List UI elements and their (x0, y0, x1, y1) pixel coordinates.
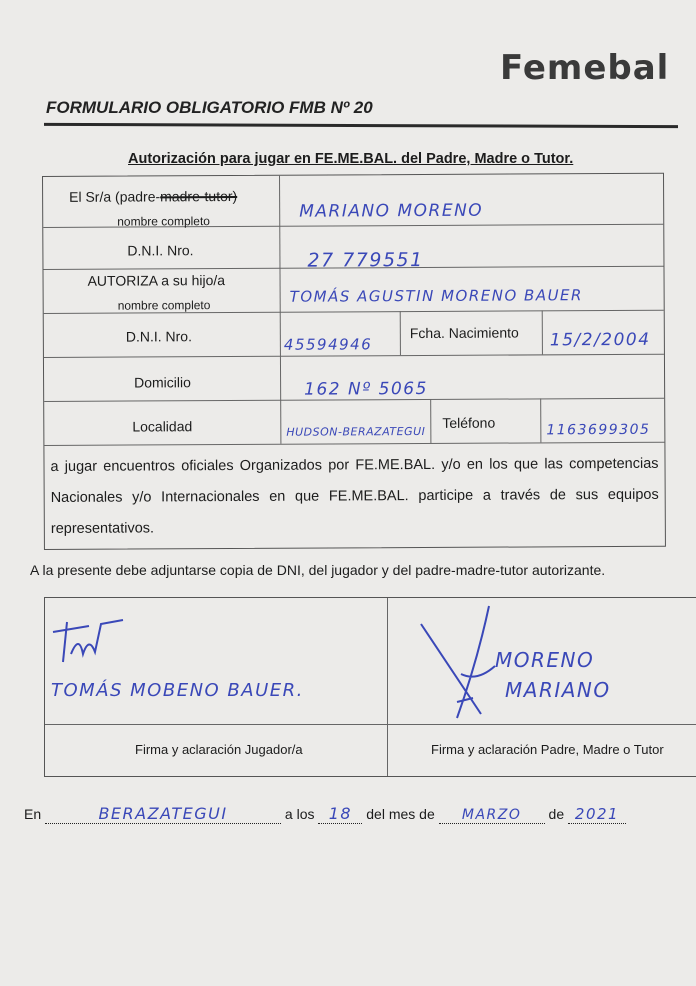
logo-text: Femebal (500, 48, 670, 88)
title-divider (44, 123, 678, 128)
birth-date-label: Fcha. Nacimiento (409, 324, 519, 342)
domicilio-label: Domicilio (134, 374, 191, 391)
parent-dni-value[interactable]: 27 779551 (307, 249, 424, 272)
parent-name-value[interactable]: MARIANO MORENO (299, 200, 484, 222)
a-los-label: a los (284, 806, 315, 822)
child-dni-value[interactable]: 45594946 (283, 335, 373, 354)
player-name-clarification: TOMÁS MOBENO BAUER. (51, 680, 304, 701)
place-value[interactable]: BERAZATEGUI (45, 804, 281, 824)
parent-label (69, 188, 237, 205)
authorization-paragraph: a jugar encuentros oficiales Organizados por FE.ME.BAL. y/o en los que las competencias Nacionales y/o Internacionales en que FE.ME.BAL. participe a través de sus equipos representativos. (50, 455, 659, 537)
column-divider (430, 399, 431, 443)
localidad-label: Localidad (132, 418, 193, 435)
authorization-table (42, 173, 666, 550)
player-signature[interactable] (49, 614, 139, 668)
row-divider (44, 354, 664, 358)
parent-sublabel: nombre completo (117, 214, 210, 229)
de-label: de (548, 806, 565, 822)
row-divider (45, 724, 696, 725)
date-place-line (24, 804, 626, 824)
month-value[interactable]: MARZO (439, 807, 545, 824)
form-subtitle: Autorización para jugar en FE.ME.BAL. del Padre, Madre o Tutor. (128, 151, 574, 167)
parent-label-text: El Sr/a (padre- (69, 188, 161, 205)
parent-label-struck: madre-tutor) (160, 187, 238, 205)
mes-label: del mes de (366, 806, 435, 822)
year-value[interactable]: 2021 (568, 805, 626, 824)
day-value[interactable]: 18 (318, 804, 362, 824)
child-name-value[interactable]: TOMÁS AGUSTIN MORENO BAUER (289, 286, 583, 306)
player-signature-caption: Firma y aclaración Jugador/a (135, 742, 303, 757)
birth-date-value[interactable]: 15/2/2004 (549, 329, 651, 351)
column-divider (387, 598, 388, 776)
femebal-logo (500, 48, 672, 88)
child-sublabel: nombre completo (117, 298, 211, 313)
autoriza-label: AUTORIZA a su hijo/a (87, 272, 226, 289)
form-title: FORMULARIO OBLIGATORIO FMB Nº 20 (46, 98, 373, 117)
parent-dni-label: D.N.I. Nro. (127, 242, 194, 259)
parent-signature-caption: Firma y aclaración Padre, Madre o Tutor (431, 742, 664, 757)
telefono-label: Teléfono (442, 414, 496, 431)
row-divider (44, 442, 664, 446)
parent-name-line2: MARIANO (505, 678, 611, 702)
attachment-note: A la presente debe adjuntarse copia de DNI, del jugador y del padre-madre-tutor autorizante. (30, 562, 606, 578)
localidad-value[interactable]: HUDSON-BERAZATEGUI (286, 424, 426, 439)
en-label: En (24, 806, 42, 822)
column-divider (279, 176, 281, 444)
domicilio-value[interactable]: 162 Nº 5065 (304, 378, 428, 400)
parent-name-line1: MORENO (495, 648, 595, 672)
column-divider (400, 311, 401, 355)
telefono-value[interactable]: 1163699305 (546, 421, 651, 439)
column-divider (542, 310, 543, 354)
column-divider (540, 398, 541, 442)
signature-table (44, 597, 696, 777)
child-dni-label: D.N.I. Nro. (125, 328, 193, 345)
